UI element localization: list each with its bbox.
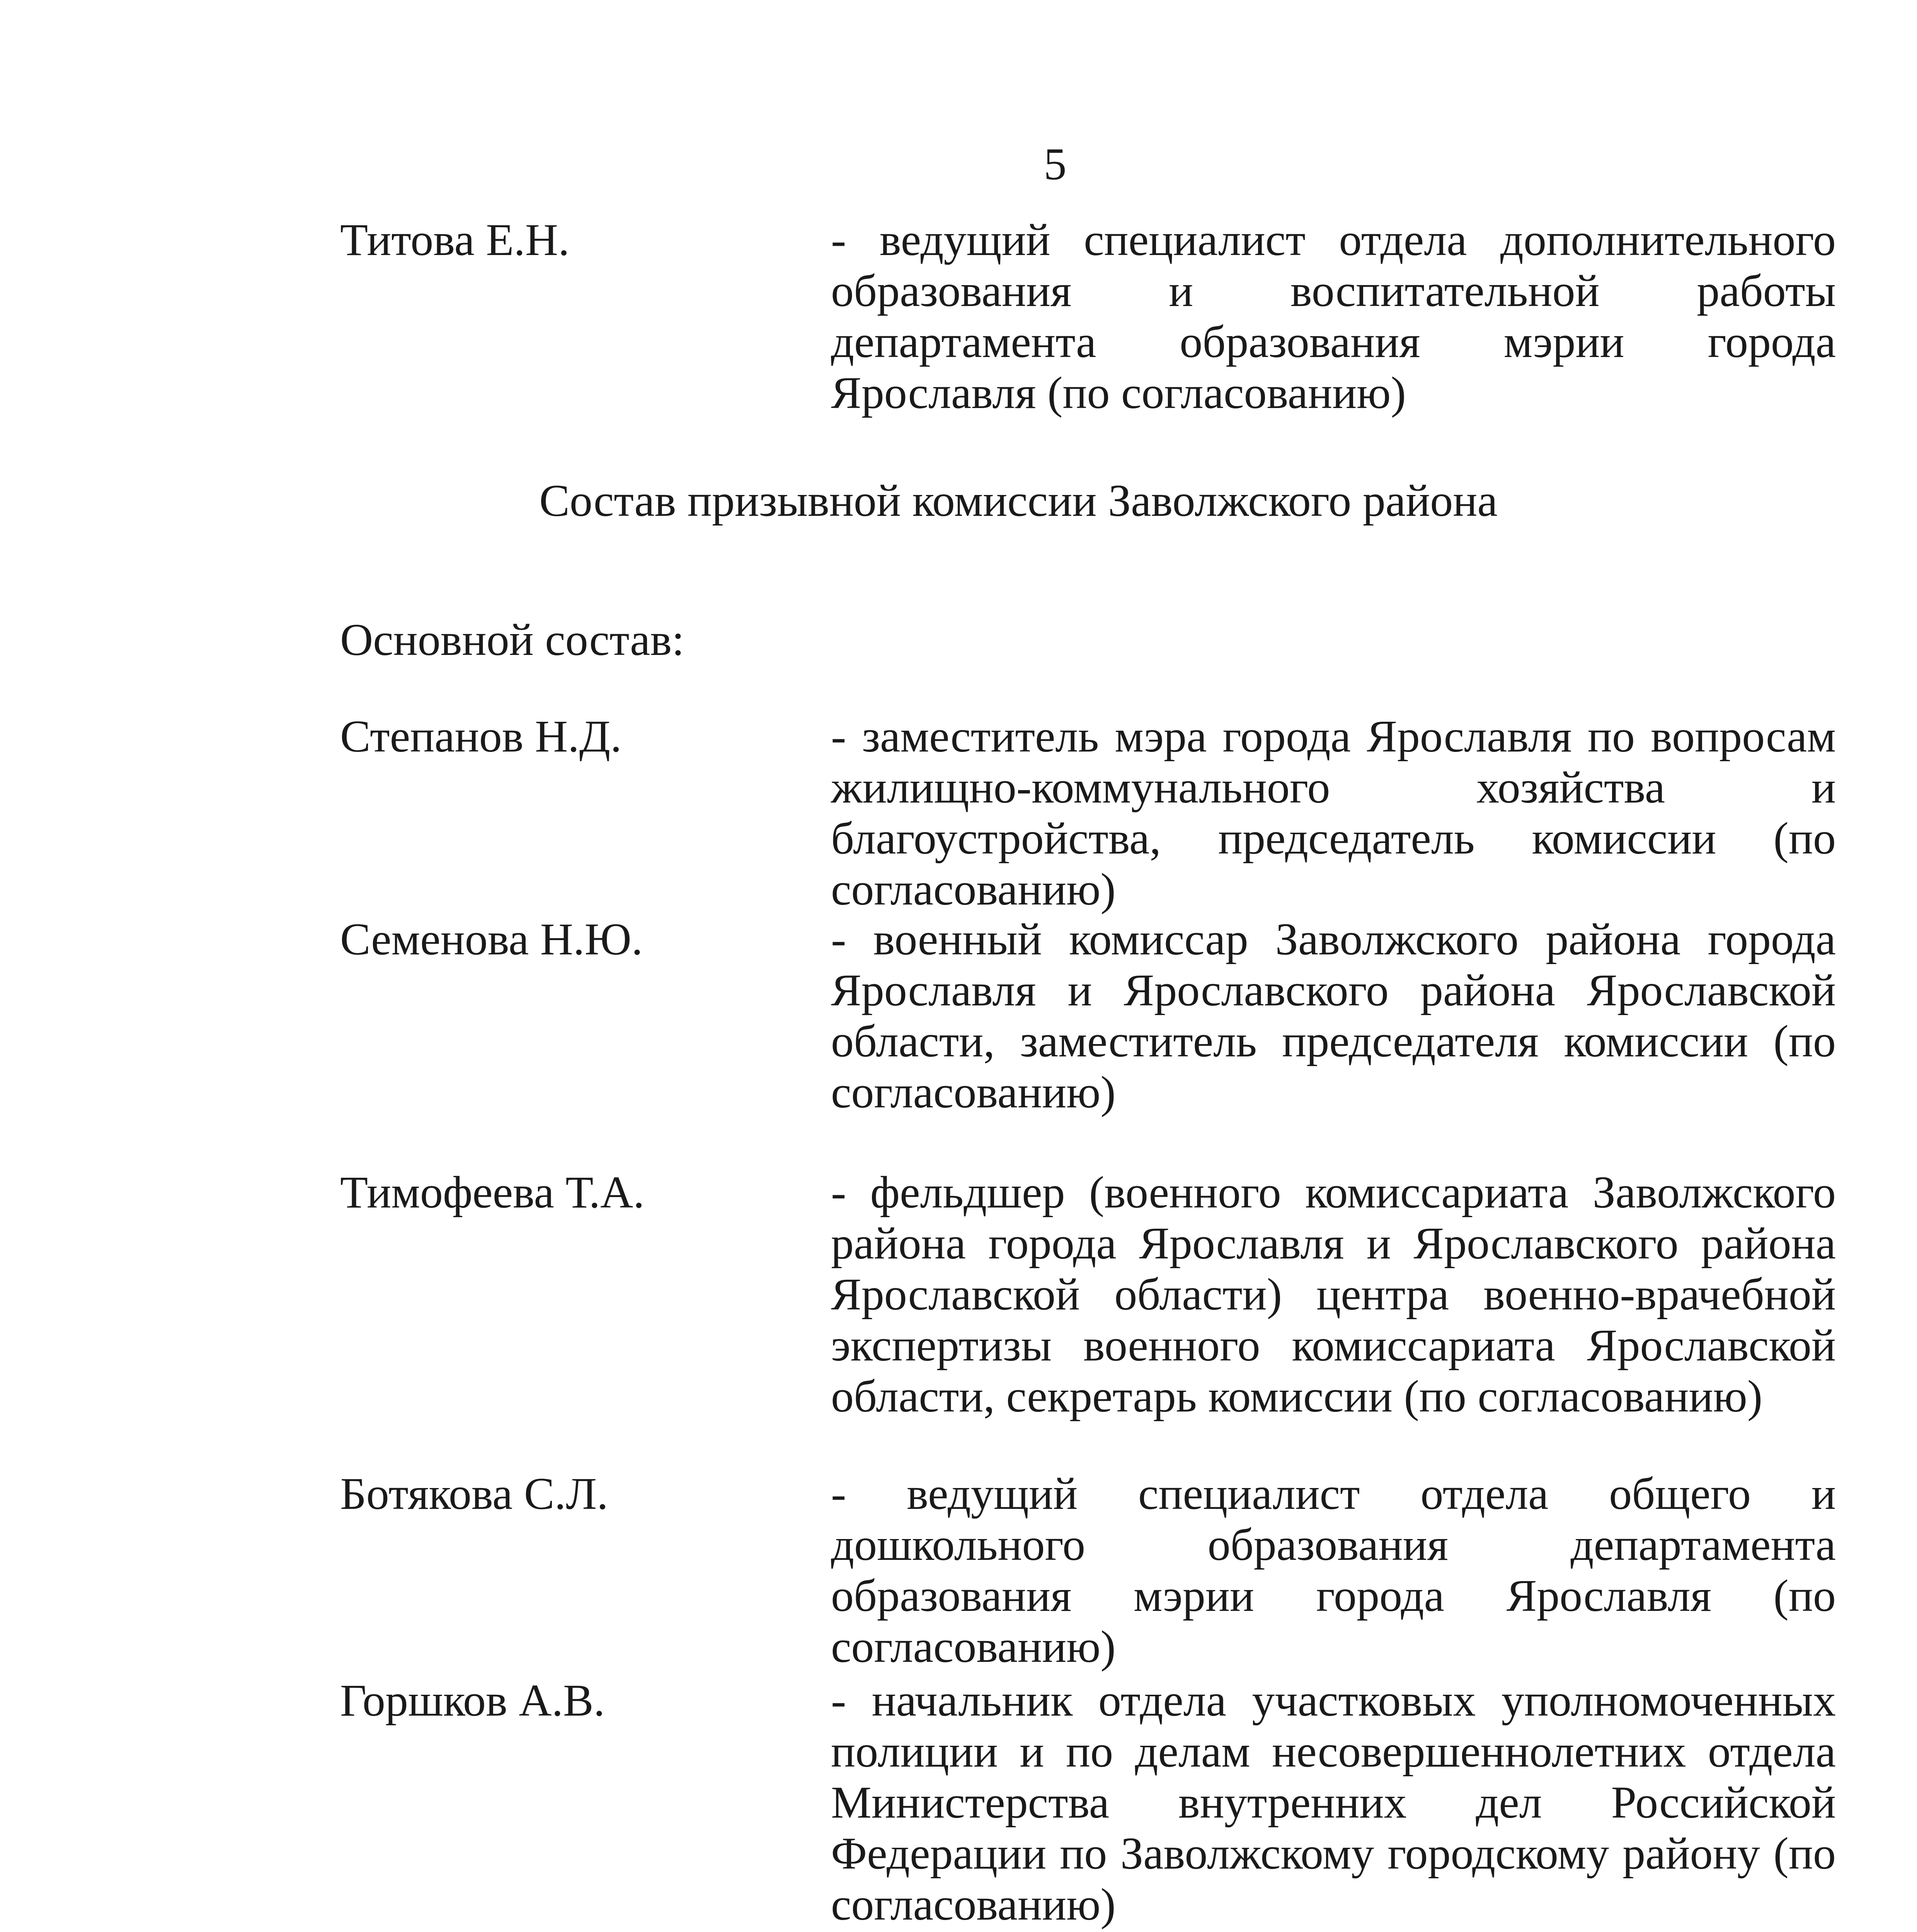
member-name: Горшков А.В. — [340, 1675, 605, 1726]
member-name: Ботякова С.Л. — [340, 1468, 608, 1519]
member-name: Титова Е.Н. — [340, 214, 570, 265]
subsection-label: Основной состав: — [340, 614, 684, 665]
member-name: Тимофеева Т.А. — [340, 1167, 645, 1218]
member-role: - военный комиссар Заволжского района города Ярославля и Ярославского района Ярославской области, заместитель председателя комиссии (по согласованию) — [831, 914, 1836, 1117]
member-role: - фельдшер (военного комиссариата Заволжского района города Ярославля и Ярославского района Ярославской области) центра военно-врачебной экспертизы военного комиссариата Ярославской области, секретарь комиссии (по согласованию) — [831, 1167, 1836, 1422]
member-role: - ведущий специалист отдела общего и дошкольного образования департамента образования мэрии города Ярославля (по согласованию) — [831, 1468, 1836, 1672]
member-role: - заместитель мэра города Ярославля по вопросам жилищно-коммунального хозяйства и благоустройства, председатель комиссии (по согласованию) — [831, 711, 1836, 915]
member-role: - ведущий специалист отдела дополнительного образования и воспитательной работы департамента образования мэрии города Ярославля (по согласованию) — [831, 214, 1836, 418]
section-title: Состав призывной комиссии Заволжского района — [539, 475, 1498, 526]
page-number: 5 — [1044, 139, 1067, 189]
member-name: Семенова Н.Ю. — [340, 914, 643, 964]
member-role: - начальник отдела участковых уполномоченных полиции и по делам несовершеннолетних отдела Министерства внутренних дел Российской Федерации по Заволжскому городскому району (по согласованию) — [831, 1675, 1836, 1930]
member-name: Степанов Н.Д. — [340, 711, 622, 762]
